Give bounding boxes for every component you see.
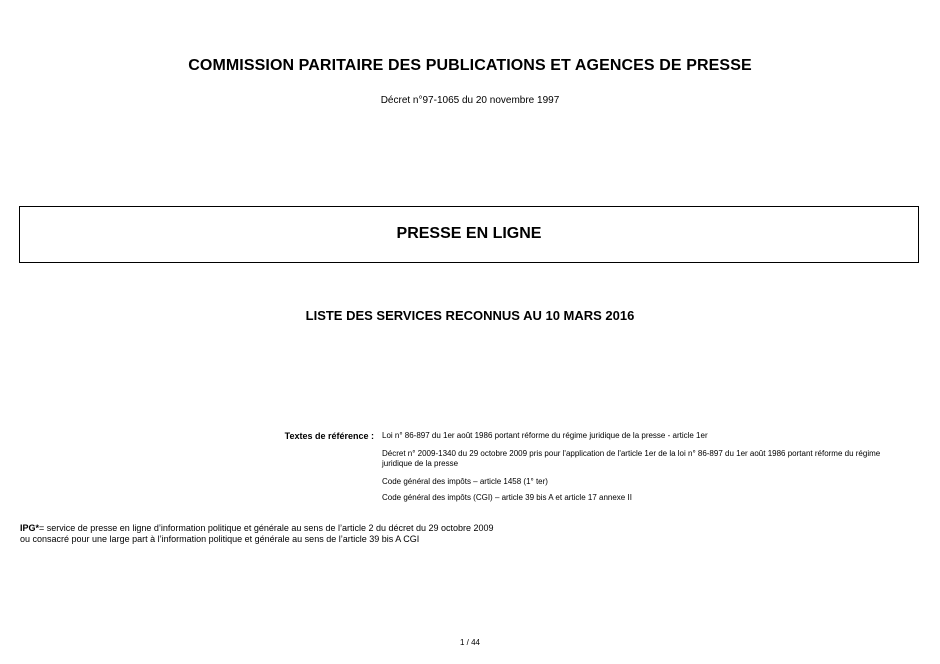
- ipg-definition: [20, 523, 920, 545]
- reference-item-decree: Décret n° 2009-1340 du 29 octobre 2009 pris pour l'application de l'article 1er de la loi n° 86-897 du 1er août 1986 portant réforme du régime juridique de la presse: [382, 449, 881, 468]
- reference-item-law: Loi n° 86-897 du 1er août 1986 portant réforme du régime juridique de la presse - article 1er: [382, 431, 708, 440]
- reference-item-tax-code-1458: Code général des impôts – article 1458 (1° ter): [382, 477, 548, 486]
- list-title: LISTE DES SERVICES RECONNUS AU 10 MARS 2016: [305, 308, 635, 323]
- ipg-term: IPG*: [20, 523, 40, 533]
- decree-reference: Décret n°97-1065 du 20 novembre 1997: [380, 95, 560, 106]
- document-title: COMMISSION PARITAIRE DES PUBLICATIONS ET AGENCES DE PRESSE: [188, 57, 752, 74]
- page-number: 1 / 44: [459, 638, 480, 647]
- section-title-box: [19, 206, 919, 263]
- section-title: PRESSE EN LIGNE: [396, 225, 542, 242]
- ipg-definition-text: = service de presse en ligne d’information politique et générale au sens de l’article 2 du décret du 29 octobre 2009: [39, 523, 494, 533]
- ipg-definition-line-1: [20, 523, 920, 534]
- reference-item-tax-code-39bis: Code général des impôts (CGI) – article 39 bis A et article 17 annexe II: [382, 493, 632, 502]
- ipg-definition-line-2: ou consacré pour une large part à l’information politique et générale au sens de l’article 39 bis A CGI: [20, 534, 420, 544]
- references-label: Textes de référence :: [284, 431, 374, 441]
